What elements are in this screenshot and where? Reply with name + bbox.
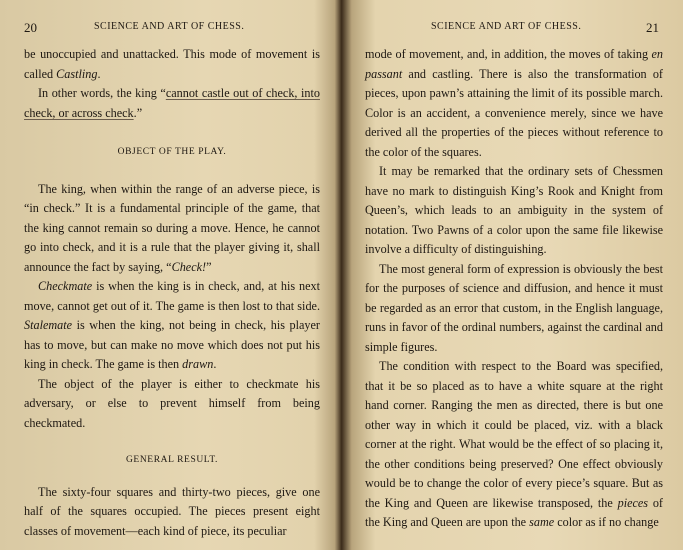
notation-paragraph: It may be remarked that the ordinary sets of Chessmen have no mark to distinguish King’s Rook and Knight from Queen’s, which leads to an ambiguity in the system of notation. Two Pawns of a color upon the same file likewise involve a difficulty of distinguishing. xyxy=(365,164,663,256)
left-page-header xyxy=(0,20,338,36)
right-page-header xyxy=(345,20,683,36)
right-page-body xyxy=(365,45,663,533)
checkmate-paragraph: Checkmate is when the king is in check, and, at his next move, cannot get out of it. The game is then lost to that side. Stalemate is when the king, not being in check, his player has to move, but can make no move which does not put his king in check. The game is then drawn. xyxy=(24,279,320,371)
left-running-head: SCIENCE AND ART OF CHESS. xyxy=(94,21,245,32)
castling-rule-paragraph: In other words, the king “cannot castle out of check, into check, or across check.” xyxy=(24,86,320,120)
handwritten-underline: cannot castle out of check, into check, or across check xyxy=(24,86,320,120)
right-page-number: 21 xyxy=(646,20,659,35)
board-paragraph: The condition with respect to the Board was specified, that it be so placed as to have a white square at the right hand corner. Ranging the men as directed, there is but one other way in which it could be placed, viz. with a black corner at the right. What would be the effect of so placing it, the other conditions being preserved? One effect obviously would be to change the color of every piece’s square. But as the King and Queen are likewise transposed, the pieces of the King and Queen are upon the same color as if no change xyxy=(365,359,663,529)
left-page-body xyxy=(24,45,320,541)
check-paragraph: The king, when within the range of an adverse piece, is “in check.” It is a fundamental principle of the game, that the king cannot remain so during a move. Hence, he cannot go into check, and it is a rule that the player giving it, shall announce the fact by saying, “Check!” xyxy=(24,181,320,274)
right-running-head: SCIENCE AND ART OF CHESS. xyxy=(431,21,582,32)
left-page-number: 20 xyxy=(24,20,37,35)
continuation-paragraph: be unoccupied and unattacked. This mode of movement is called Castling. xyxy=(24,47,320,81)
left-page xyxy=(0,0,338,550)
right-page xyxy=(345,0,683,550)
result-paragraph: The sixty-four squares and thirty-two pieces, give one half of the squares occupied. The pieces present eight classes of movement—each kind of piece, its peculiar xyxy=(24,484,320,538)
object-paragraph: The object of the player is either to checkmate his adversary, or else to prevent himself from being checkmated. xyxy=(24,376,320,430)
heading-object-of-play: OBJECT OF THE PLAY. xyxy=(117,147,227,157)
mode-paragraph: mode of movement, and, in addition, the moves of taking en passant and castling. There is also the transformation of pieces, upon pawn’s attaining the limit of its possible march. Color is an accident, a convenience merely, since we have derived all the properties of the pieces without reference to the color of the squares. xyxy=(365,47,663,159)
expression-paragraph: The most general form of expression is obviously the best for the purposes of science and diffusion, and hence it must be regarded as an error that custom, in the English language, runs in favor of the ordinal numbers, against the cardinal and simple figures. xyxy=(365,261,663,354)
heading-general-result: GENERAL RESULT. xyxy=(125,455,219,465)
